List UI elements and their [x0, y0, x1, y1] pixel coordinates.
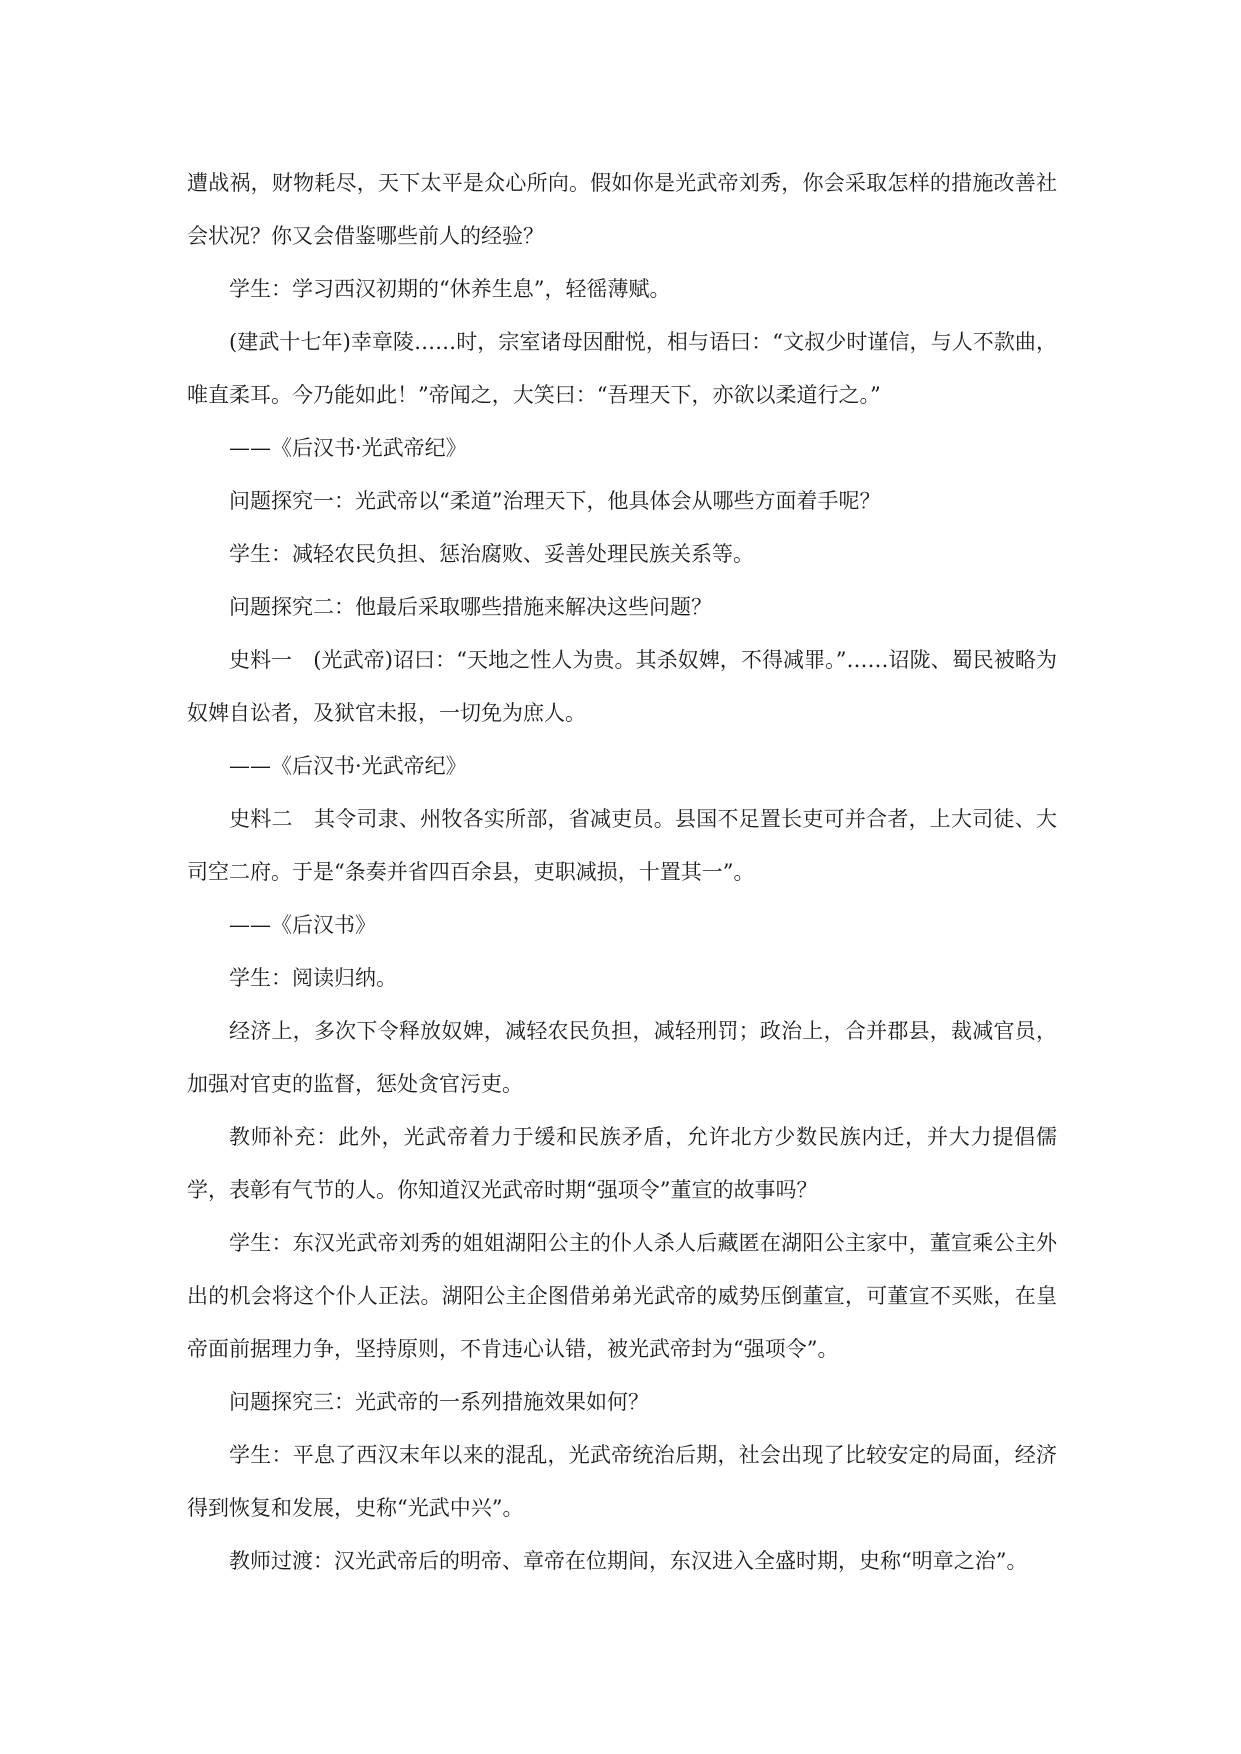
paragraph-continuation: 遭战祸，财物耗尽，天下太平是众心所向。假如你是光武帝刘秀，你会采取怎样的措施改善社会状况？你又会借鉴哪些前人的经验？	[187, 171, 1057, 248]
paragraph-teacher-supplement: 教师补充：此外，光武帝着力于缓和民族矛盾，允许北方少数民族内迁，并大力提倡儒学，表彰有气节的人。你知道汉光武帝时期“强项令”董宣的故事吗？	[187, 1125, 1057, 1202]
paragraph-question-2: 问题探究二：他最后采取哪些措施来解决这些问题？	[229, 595, 712, 619]
paragraph-summary: 经济上，多次下令释放奴婢，减轻农民负担，减轻刑罚；政治上，合并郡县，裁减官员，加强对官吏的监督，惩处贪官污吏。	[187, 1019, 1057, 1096]
document-body	[187, 157, 1057, 1588]
paragraph-question-1: 问题探究一：光武帝以“柔道”治理天下，他具体会从哪些方面着手呢？	[229, 489, 881, 513]
paragraph-question-3: 问题探究三：光武帝的一系列措施效果如何？	[229, 1390, 649, 1414]
paragraph-source-quote: (建武十七年)幸章陵……时，宗室诸母因酣悦，相与语曰：“文叔少时谨信，与人不款曲，唯直柔耳。今乃能如此！”帝闻之，大笑曰：“吾理天下，亦欲以柔道行之。”	[187, 330, 1057, 407]
paragraph-student-answer-2: 学生：减轻农民负担、惩治腐败、妥善处理民族关系等。	[229, 542, 754, 566]
paragraph-source-2: 史料二 其令司隶、州牧各实所部，省减吏员。县国不足置长吏可并合者，上大司徒、大司空二府。于是“条奏并省四百余县，吏职减损，十置其一”。	[187, 807, 1057, 884]
paragraph-student-read: 学生：阅读归纳。	[229, 966, 397, 990]
paragraph-student-story: 学生：东汉光武帝刘秀的姐姐湖阳公主的仆人杀人后藏匿在湖阳公主家中，董宣乘公主外出的机会将这个仆人正法。湖阳公主企图借弟弟光武帝的威势压倒董宣，可董宣不买账，在皇帝面前据理力争，坚持原则，不肯违心认错，被光武帝封为“强项令”。	[187, 1231, 1057, 1361]
paragraph-citation-3: ——《后汉书》	[229, 913, 376, 937]
paragraph-student-answer-1: 学生：学习西汉初期的“休养生息”，轻徭薄赋。	[229, 277, 671, 301]
paragraph-teacher-transition: 教师过渡：汉光武帝后的明帝、章帝在位期间，东汉进入全盛时期，史称“明章之治”。	[229, 1549, 1028, 1573]
paragraph-citation-2: ——《后汉书·光武帝纪》	[229, 754, 467, 778]
paragraph-source-1: 史料一 (光武帝)诏曰：“天地之性人为贵。其杀奴婢，不得减罪。”……诏陇、蜀民被略为奴婢自讼者，及狱官未报，一切免为庶人。	[187, 648, 1057, 725]
paragraph-student-answer-3: 学生：平息了西汉末年以来的混乱，光武帝统治后期，社会出现了比较安定的局面，经济得到恢复和发展，史称“光武中兴”。	[187, 1443, 1057, 1520]
paragraph-citation-1: ——《后汉书·光武帝纪》	[229, 436, 467, 460]
